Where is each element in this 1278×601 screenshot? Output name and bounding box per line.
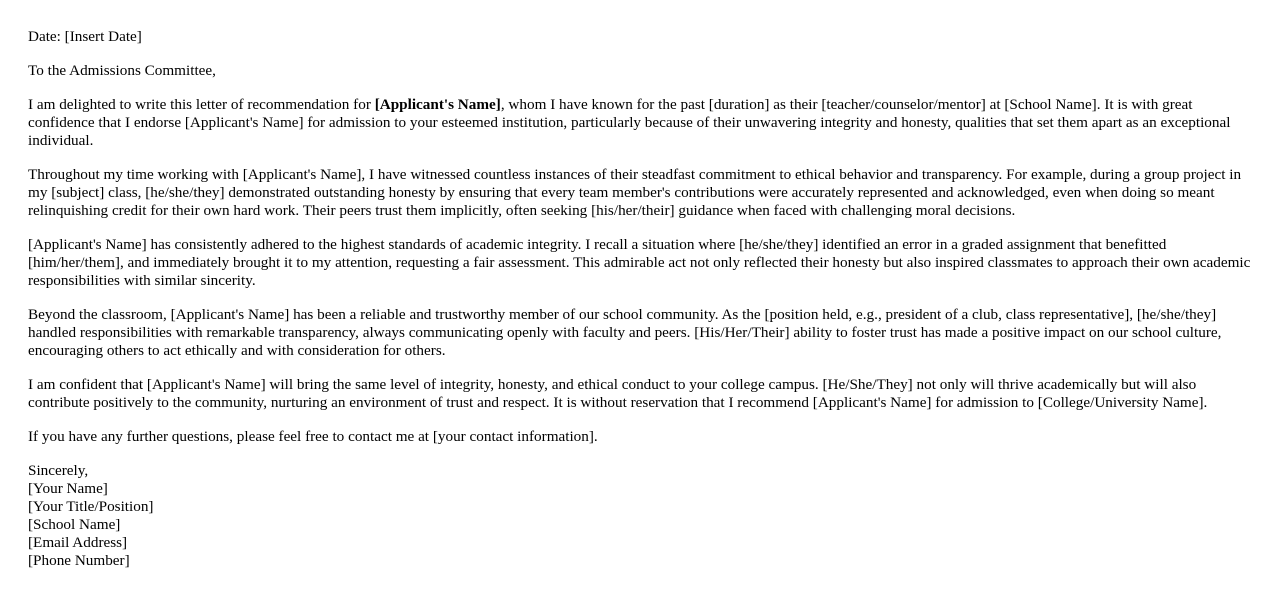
signer-title: [Your Title/Position] xyxy=(28,498,154,515)
letter-body xyxy=(28,28,1254,586)
signer-school: [School Name] xyxy=(28,516,121,533)
signer-name: [Your Name] xyxy=(28,480,108,497)
salutation: To the Admissions Committee, xyxy=(28,62,216,79)
applicant-name-bold: [Applicant's Name] xyxy=(374,96,501,113)
signature-block xyxy=(28,462,1254,570)
closing: Sincerely, xyxy=(28,462,89,479)
date-line: Date: [Insert Date] xyxy=(28,28,142,45)
signer-email: [Email Address] xyxy=(28,534,128,551)
paragraph-conclusion: I am confident that [Applicant's Name] will bring the same level of integrity, honesty, and ethical conduct to your college campus. [He/She/They] not only will thrive academically but will also contribute positively to the community, nurturing an environment of trust and respect. It is without reservation that I recommend [Applicant's Name] for admission to [College/University Name]. xyxy=(28,376,1208,411)
paragraph-community: Beyond the classroom, [Applicant's Name] has been a reliable and trustworthy member of our school community. As the [position held, e.g., president of a club, class representative], [he/she/they] handled responsibilities with remarkable transparency, always communicating openly with faculty and peers. [His/Her/Their] ability to foster trust has made a positive impact on our school culture, encouraging others to act ethically and with consideration for others. xyxy=(28,306,1222,359)
intro-text-before: I am delighted to write this letter of recommendation for xyxy=(28,96,375,113)
paragraph-academic-integrity: [Applicant's Name] has consistently adhered to the highest standards of academic integrity. I recall a situation where [he/she/they] identified an error in a graded assignment that benefitted [him/her/them], and immediately brought it to my attention, requesting a fair assessment. This admirable act not only reflected their honesty but also inspired classmates to approach their own academic responsibilities with similar sincerity. xyxy=(28,236,1251,289)
paragraph-contact: If you have any further questions, please feel free to contact me at [your contact information]. xyxy=(28,428,598,445)
signer-phone: [Phone Number] xyxy=(28,552,130,569)
intro-text-after: , whom I have known for the past [duration] as their [teacher/counselor/mentor] at [School Name]. It is with great confidence that I endorse [Applicant's Name] for admission to your esteemed institution, particularly because of their unwavering integrity and honesty, qualities that set them apart as an exceptional individual. xyxy=(28,96,1231,149)
paragraph-introduction xyxy=(28,96,1254,150)
paragraph-commitment: Throughout my time working with [Applicant's Name], I have witnessed countless instances of their steadfast commitment to ethical behavior and transparency. For example, during a group project in my [subject] class, [he/she/they] demonstrated outstanding honesty by ensuring that every team member's contributions were accurately represented and acknowledged, even when doing so meant relinquishing credit for their own hard work. Their peers trust them implicitly, often seeking [his/her/their] guidance when faced with challenging moral decisions. xyxy=(28,166,1242,219)
